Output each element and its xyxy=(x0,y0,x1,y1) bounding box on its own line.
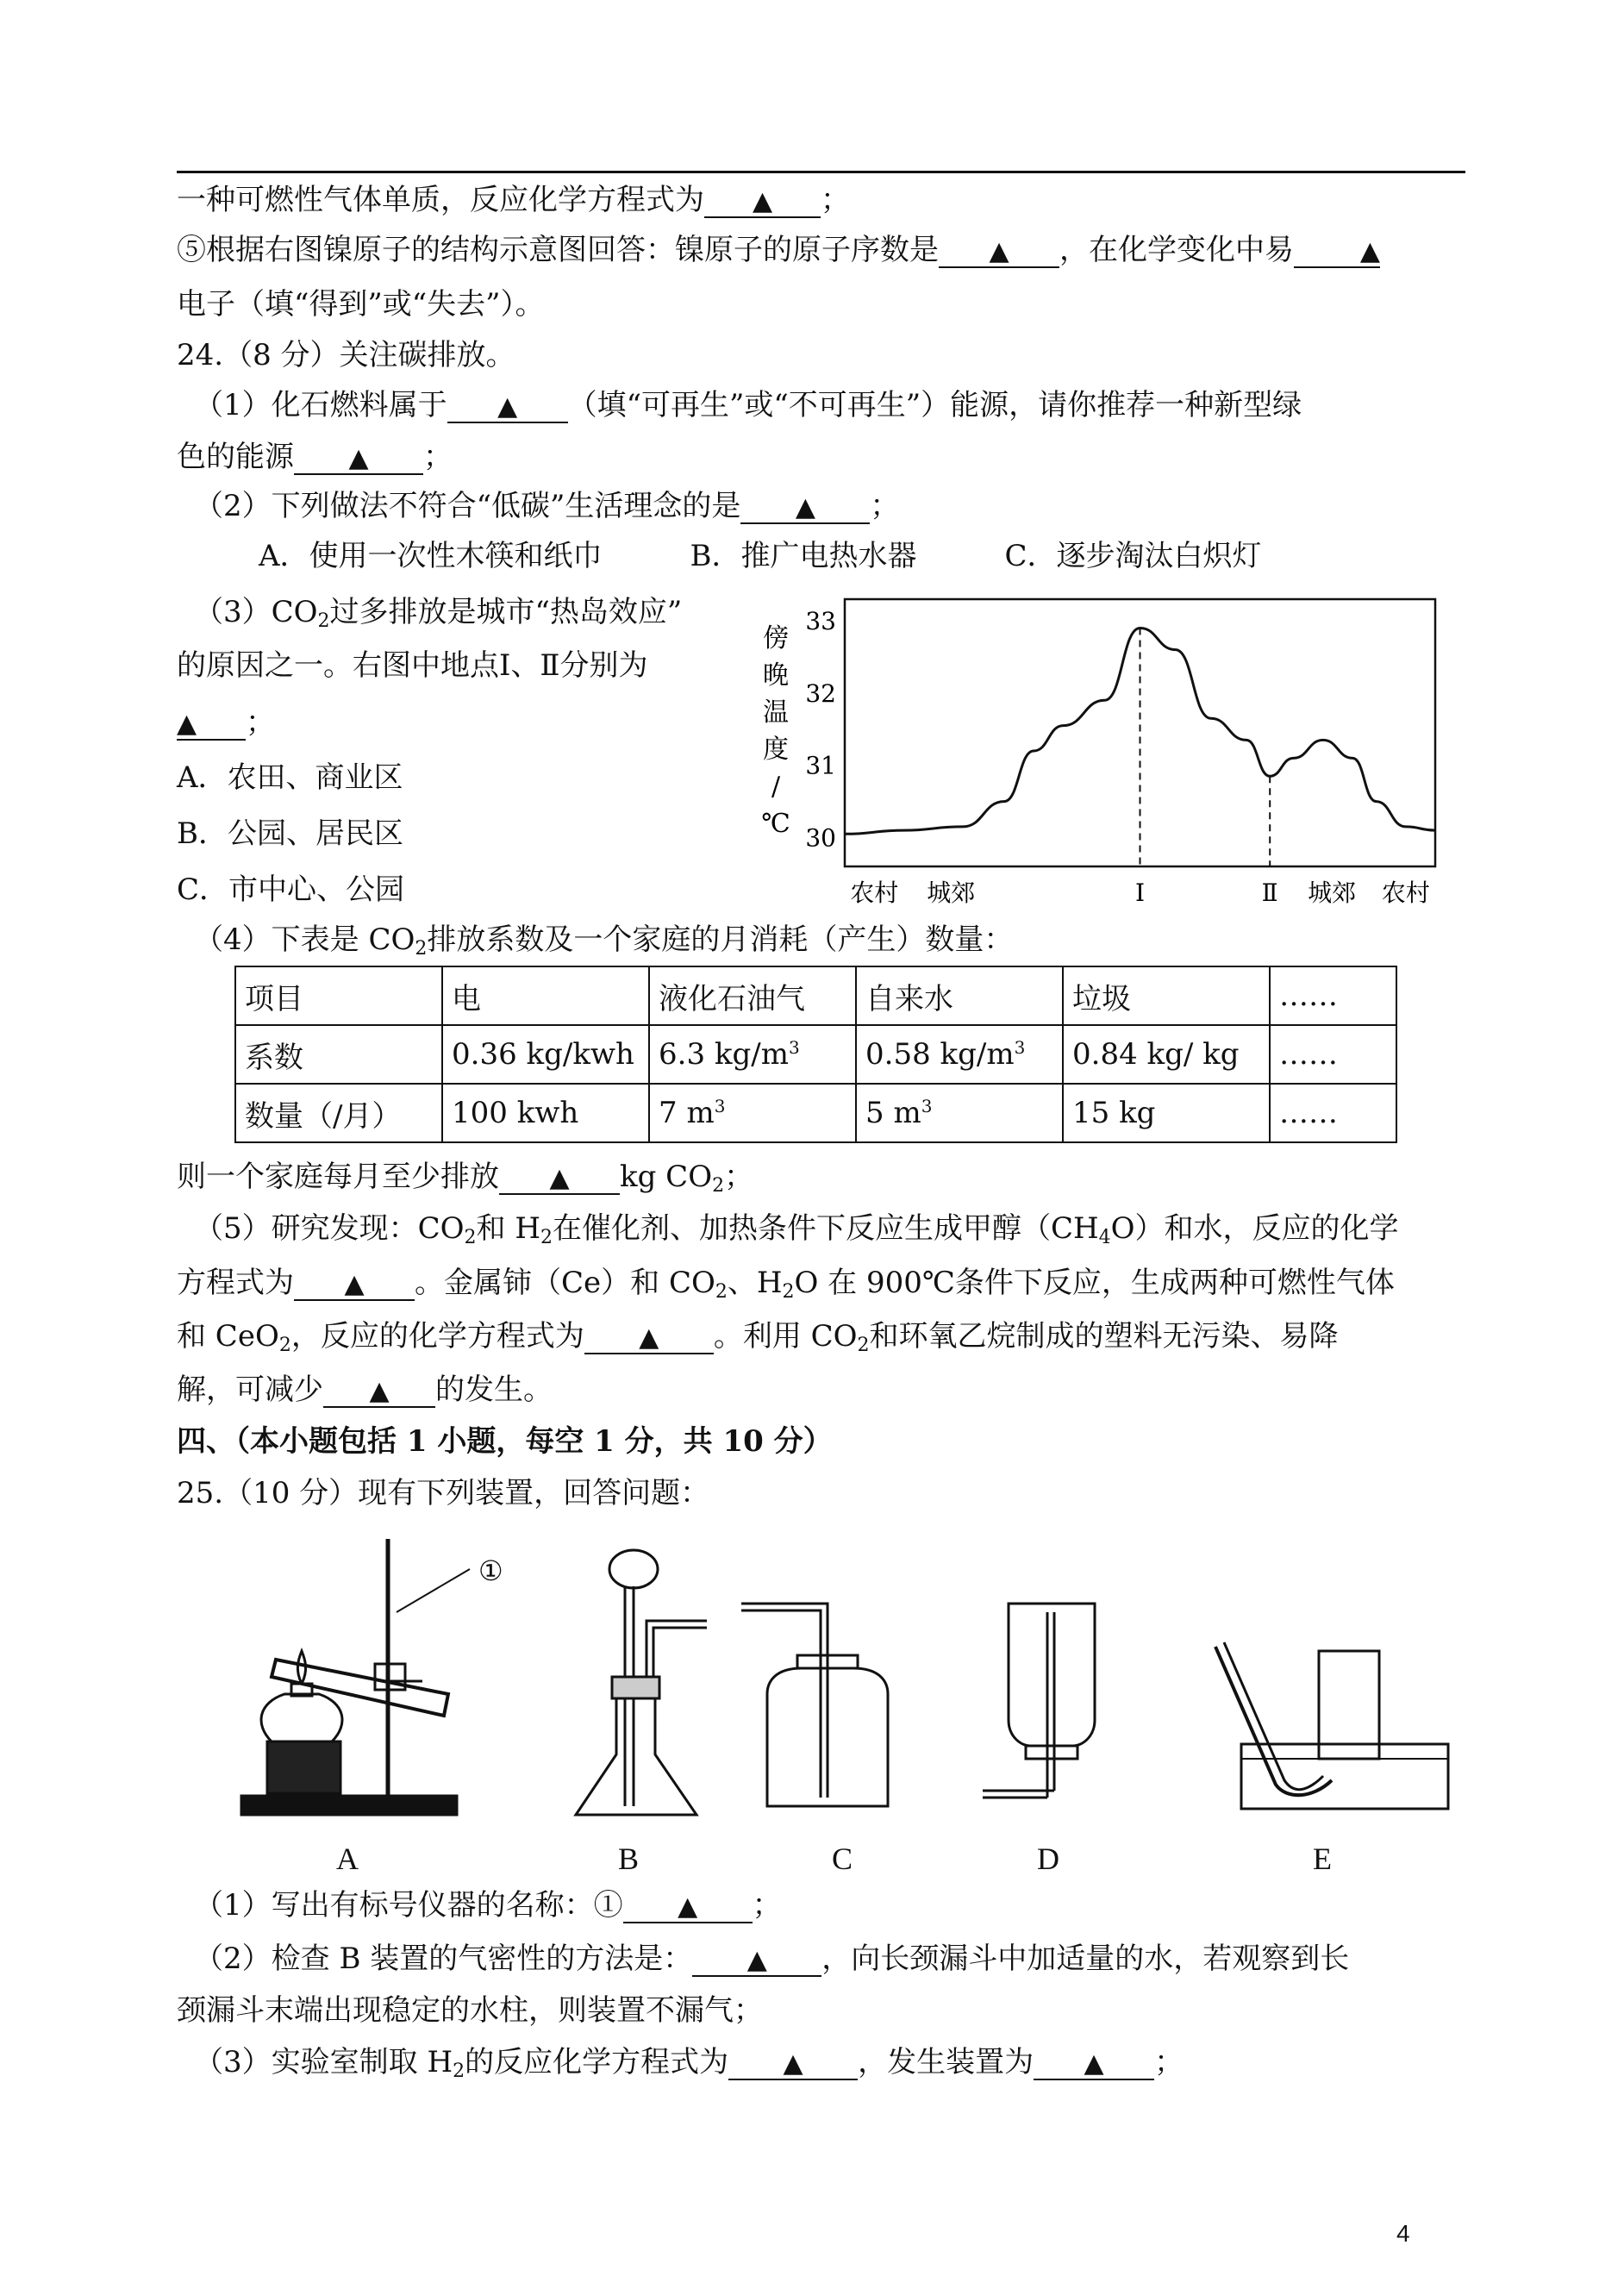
table-cell: 15 kg xyxy=(1063,1084,1270,1142)
apparatus-label: A xyxy=(336,1842,359,1876)
table-row xyxy=(235,1025,1396,1084)
x-tick-label: Ⅰ xyxy=(1134,879,1146,907)
apparatus-label: C xyxy=(832,1842,853,1876)
text-line: 和 CeO$_2$，反应的化学方程式为 ▲ 。利用 $CO_2$和环氧乙烷制成的塑料无污染、易降 xyxy=(177,1319,1339,1356)
apparatus-b xyxy=(576,1550,707,1815)
text-line: 则一个家庭每月至少排放 ▲ kg $CO_2$； xyxy=(177,1160,754,1197)
table-cell: 液化石油气 xyxy=(649,966,856,1025)
option-a: A．农田、商业区 xyxy=(177,760,403,795)
table-cell: …… xyxy=(1270,1084,1396,1142)
apparatus-d xyxy=(983,1604,1095,1798)
table-cell: 7 $m^3$ xyxy=(649,1084,856,1142)
options-line: A．使用一次性木筷和纸巾 B．推广电热水器 C．逐步淘汰白炽灯 xyxy=(259,539,1262,573)
apparatus-c xyxy=(741,1604,888,1806)
apparatus-a xyxy=(241,1539,503,1815)
y-tick-label: 30 xyxy=(805,823,836,853)
y-axis-label: 温 xyxy=(763,697,789,728)
table-cell: 电 xyxy=(442,966,649,1025)
text-line: 一种可燃性气体单质，反应化学方程式为 ▲ ； xyxy=(177,183,850,217)
table-cell: 6.3 $kg/m^3$ xyxy=(649,1025,856,1084)
apparatus-label: D xyxy=(1037,1842,1059,1876)
text-line: 色的能源 ▲ ； xyxy=(177,440,453,474)
table-row xyxy=(235,1084,1396,1142)
option-b: B．公园、居民区 xyxy=(177,816,403,851)
table-cell: 5 $m^3$ xyxy=(856,1084,1063,1142)
table-cell: 0.36 kg/kwh xyxy=(442,1025,649,1084)
emission-table xyxy=(234,966,1397,1143)
y-axis-label: 度 xyxy=(763,735,789,765)
y-axis-label: 傍 xyxy=(763,623,789,653)
text-line: 方程式为 ▲ 。金属铈（Ce）和 $CO_2$、$H_2O$ 在 900℃条件下反应，生成两种可燃性气体 xyxy=(177,1266,1395,1303)
x-tick-label: 城郊 xyxy=(927,879,976,907)
text-line: ▲ ； xyxy=(177,705,275,740)
table-cell: …… xyxy=(1270,966,1396,1025)
table-cell: 100 kwh xyxy=(442,1084,649,1142)
text-line: 颈漏斗末端出现稳定的水柱，则装置不漏气； xyxy=(177,1993,763,2028)
header-rule xyxy=(177,171,1465,173)
text-line: 电子（填“得到”或“失去”）。 xyxy=(177,287,545,322)
text-line: $(3)CO_2$过多排放是城市“热岛效应” xyxy=(194,595,683,632)
text-line: 解，可减少 ▲ 的发生。 xyxy=(177,1373,553,1407)
apparatus-label: E xyxy=(1313,1842,1332,1876)
x-tick-label: Ⅱ xyxy=(1261,879,1278,907)
table-cell: 数量（/月） xyxy=(235,1084,442,1142)
x-tick-label: 农村 xyxy=(850,879,899,907)
apparatus-e xyxy=(1215,1642,1448,1809)
apparatus-label: B xyxy=(618,1842,640,1876)
text-line: （1）写出有标号仪器的名称：① ▲ ； xyxy=(194,1888,782,1923)
table-cell: 0.58 $kg/m^3$ xyxy=(856,1025,1063,1084)
page-number: 4 xyxy=(1396,2220,1410,2247)
y-axis-label: ℃ xyxy=(761,809,790,839)
y-tick-label: 32 xyxy=(805,678,836,708)
y-tick-label: 33 xyxy=(805,607,836,636)
text-line: 的原因之一。右图中地点Ⅰ、Ⅱ分别为 xyxy=(177,648,648,683)
question-24: 24.（8 分）关注碳排放。 xyxy=(177,338,515,372)
y-tick-label: 31 xyxy=(805,751,836,780)
text-line: （5）研究发现：$CO_2$和 $H_2$在催化剂、加热条件下反应生成甲醇$(CH_4O)$和水，反应的化学 xyxy=(194,1211,1399,1248)
temperature-chart xyxy=(759,595,1448,914)
text-line: （2）检查 B 装置的气密性的方法是： ▲ ，向长颈漏斗中加适量的水，若观察到长 xyxy=(194,1942,1350,1976)
apparatus-marker: ① xyxy=(478,1554,503,1587)
table-cell: 系数 xyxy=(235,1025,442,1084)
y-axis-label: / xyxy=(771,772,781,802)
x-tick-label: 城郊 xyxy=(1308,879,1357,907)
table-cell: 垃圾 xyxy=(1063,966,1270,1025)
text-line: （1）化石燃料属于 ▲ （填“可再生”或“不可再生”）能源，请你推荐一种新型绿 xyxy=(194,388,1302,422)
x-tick-label: 农村 xyxy=(1381,879,1430,907)
table-cell: …… xyxy=(1270,1025,1396,1084)
text-line: （2）下列做法不符合“低碳”生活理念的是 ▲ ； xyxy=(194,489,900,523)
table-cell: 自来水 xyxy=(856,966,1063,1025)
table-cell: 0.84 kg/ kg xyxy=(1063,1025,1270,1084)
text-line: ⑤根据右图镍原子的结构示意图回答：镍原子的原子序数是 ▲ ，在化学变化中易 ▲ xyxy=(177,233,1380,267)
option-c: C．市中心、公园 xyxy=(177,872,405,907)
apparatus-figure xyxy=(224,1522,1465,1841)
question-25: 25.（10 分）现有下列装置，回答问题： xyxy=(177,1476,710,1510)
table-cell: 项目 xyxy=(235,966,442,1025)
table-row xyxy=(235,966,1396,1025)
text-line: （4）下表是 $CO_2$排放系数及一个家庭的月消耗（产生）数量： xyxy=(194,922,1014,960)
y-axis-label: 晚 xyxy=(763,660,789,691)
section-heading: 四、（本小题包括 1 小题，每空 1 分，共 10 分） xyxy=(177,1424,833,1459)
text-line: （3）实验室制取 $H_2$的反应化学方程式为 ▲ ，发生装置为 ▲ ； xyxy=(194,2045,1184,2082)
